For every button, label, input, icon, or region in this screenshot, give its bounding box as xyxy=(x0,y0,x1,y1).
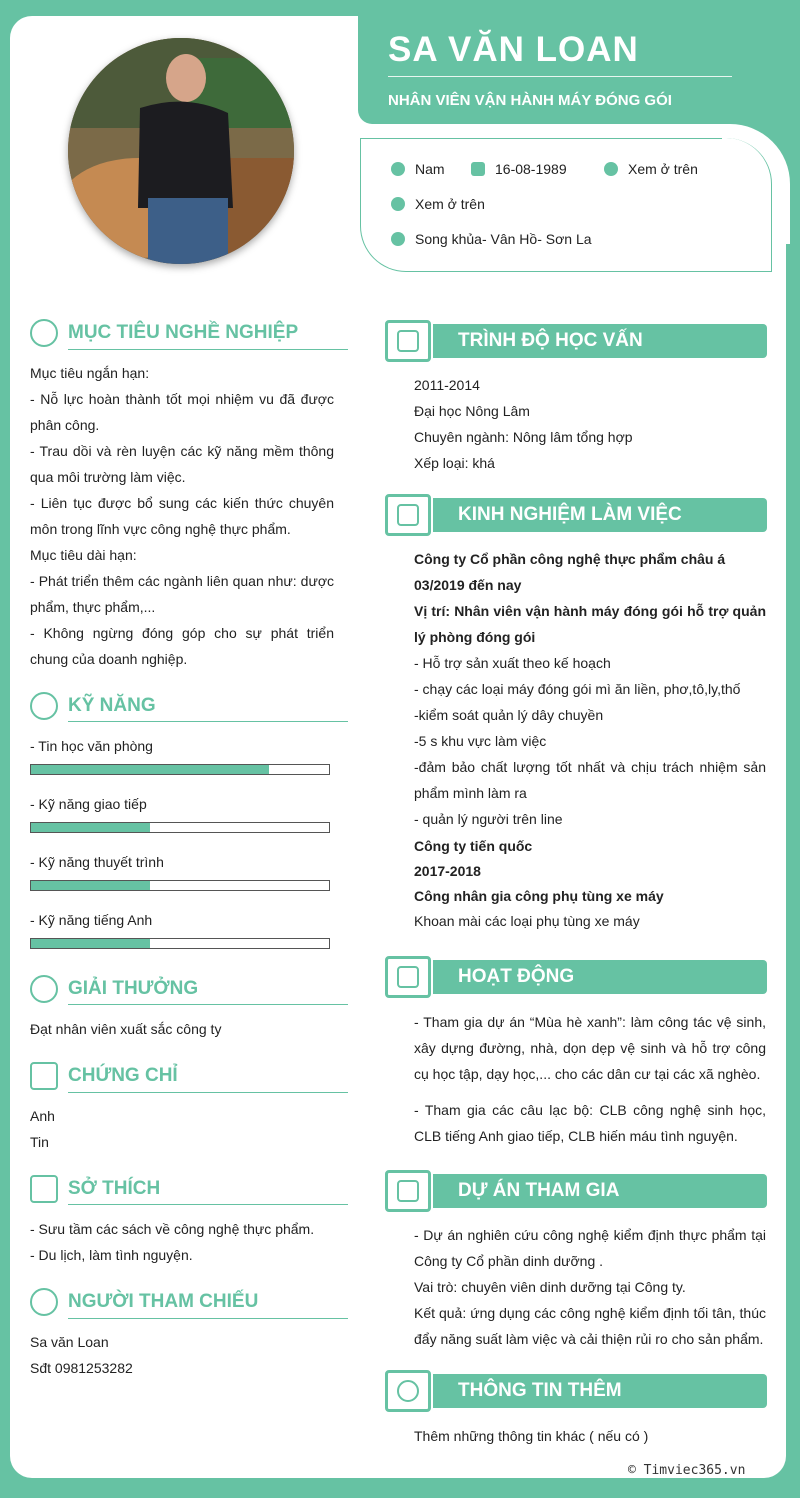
medal-icon xyxy=(30,975,58,1003)
award-text: Đạt nhân viên xuất sắc công ty xyxy=(30,1021,222,1037)
phone-icon xyxy=(604,162,618,176)
hobby-item: - Du lịch, làm tình nguyện. xyxy=(30,1247,193,1263)
extra-heading: THÔNG TIN THÊM xyxy=(385,1370,767,1412)
references-heading: NGƯỜI THAM CHIẾU xyxy=(30,1288,258,1316)
skill-bar-fill xyxy=(31,823,150,832)
skill-label: - Kỹ năng tiếng Anh xyxy=(30,912,153,928)
skill-label: - Kỹ năng thuyết trình xyxy=(30,854,164,870)
cert-item: Anh xyxy=(30,1108,55,1124)
reference-item: Sđt 0981253282 xyxy=(30,1360,133,1376)
objective-heading: MỤC TIÊU NGHỀ NGHIỆP xyxy=(30,319,298,347)
home-icon xyxy=(391,232,405,246)
plus-circle-icon xyxy=(397,1380,419,1402)
skill-bar xyxy=(30,880,330,891)
skill-label: - Kỹ năng giao tiếp xyxy=(30,796,147,812)
puzzle-icon xyxy=(30,1175,58,1203)
activities-p1: - Tham gia dự án “Mùa hè xanh”: làm công tác vệ sinh, xây dựng đường, nhà, dọn dẹp vệ sinh và hỗ trợ công cụ học tập, dạy học,... cho các dân cư tại các xã nghèo. xyxy=(414,1014,766,1082)
project-gear-icon xyxy=(397,1180,419,1202)
email-row: Xem ở trên xyxy=(391,196,485,212)
projects-text: - Dự án nghiên cứu công nghệ kiểm định thực phẩm tại Công ty Cổ phần dinh dưỡng . Vai trò: chuyên viên dinh dưỡng tại Công ty. Kết quả: ứng dụng các công nghệ kiểm định tối tân, thúc đẩy năng suất làm việc và cải thiện rủi ro cho sản phẩm. xyxy=(414,1227,766,1347)
projects-heading: DỰ ÁN THAM GIA xyxy=(385,1170,767,1212)
candidate-name: SA VĂN LOAN xyxy=(388,30,639,69)
job-title: NHÂN VIÊN VẬN HÀNH MÁY ĐÓNG GÓI xyxy=(388,92,672,109)
workflow-icon xyxy=(397,504,419,526)
skill-bar xyxy=(30,822,330,833)
certificate-icon xyxy=(30,1062,58,1090)
experience-heading: KINH NGHIỆM LÀM VIỆC xyxy=(385,494,767,536)
graduation-cap-icon xyxy=(397,330,419,352)
person-icon xyxy=(30,1288,58,1316)
objective-text: Mục tiêu ngắn hạn: - Nỗ lực hoàn thành tốt mọi nhiệm vu đã được phân công. - Trau dồi và rèn luyện các kỹ năng mềm thông qua môi trường làm việc. - Liên tục được bổ sung các kiến thức chuyên môn trong lĩnh vực công nghệ thực phẩm. Mục tiêu dài hạn: - Phát triển thêm các ngành liên quan như: dược phẩm, thực phẩm,... - Không ngừng đóng góp cho sự phát triển chung của doanh nghiệp. xyxy=(30,365,334,667)
address-row: Song khủa- Vân Hồ- Sơn La xyxy=(391,231,592,247)
certs-heading: CHỨNG CHỈ xyxy=(30,1062,178,1090)
reference-item: Sa văn Loan xyxy=(30,1334,109,1350)
education-text: 2011-2014 Đại học Nông Lâm Chuyên ngành: Nông lâm tổng hợp Xếp loại: khá xyxy=(414,377,633,471)
awards-heading: GIẢI THƯỞNG xyxy=(30,975,198,1003)
target-icon xyxy=(30,319,58,347)
hobbies-heading: SỞ THÍCH xyxy=(30,1175,160,1203)
extra-text: Thêm những thông tin khác ( nếu có ) xyxy=(414,1428,649,1444)
education-heading: TRÌNH ĐỘ HỌC VẤN xyxy=(385,320,767,362)
footer-copyright: © Timviec365.vn xyxy=(628,1463,746,1478)
calendar-icon xyxy=(471,162,485,176)
birthday-row: 16-08-1989 xyxy=(471,161,567,177)
people-network-icon xyxy=(397,966,419,988)
skill-bar-fill xyxy=(31,881,150,890)
cert-item: Tin xyxy=(30,1134,49,1150)
hobby-item: - Sưu tầm các sách về công nghệ thực phẩm. xyxy=(30,1221,315,1237)
experience-job1: Công ty Cổ phần công nghệ thực phẩm châu á 03/2019 đến nay Vị trí: Nhân viên vận hành máy đóng gói hỗ trợ quản lý phòng đóng gói - Hỗ trợ sản xuất theo kế hoạch - chạy các loại máy đóng gói mì ăn liền, phơ,tô,ly,thố -kiểm soát quản lý dây chuyền -5 s khu vực làm việc -đảm bảo chất lượng tốt nhất và chịu trách nhiệm sản phẩm mình làm ra - quản lý người trên line xyxy=(414,551,766,827)
email-icon xyxy=(391,197,405,211)
skills-heading: KỸ NĂNG xyxy=(30,692,156,720)
skill-bar-fill xyxy=(31,939,150,948)
experience-job2: Công ty tiến quốc 2017-2018 Công nhân gia công phụ tùng xe máy Khoan mài các loại phụ tùng xe máy xyxy=(414,838,664,929)
lightbulb-icon xyxy=(30,692,58,720)
skill-bar xyxy=(30,764,330,775)
activities-heading: HOẠT ĐỘNG xyxy=(385,956,767,998)
gender-row: Nam xyxy=(391,161,445,177)
activities-p2: - Tham gia các câu lạc bộ: CLB công nghệ sinh học, CLB tiếng Anh giao tiếp, CLB hiến máu tình nguyện. xyxy=(414,1102,766,1144)
skill-label: - Tin học văn phòng xyxy=(30,738,153,754)
profile-photo xyxy=(68,38,294,264)
skill-bar-fill xyxy=(31,765,269,774)
user-icon xyxy=(391,162,405,176)
skill-bar xyxy=(30,938,330,949)
phone-row: Xem ở trên xyxy=(604,161,698,177)
